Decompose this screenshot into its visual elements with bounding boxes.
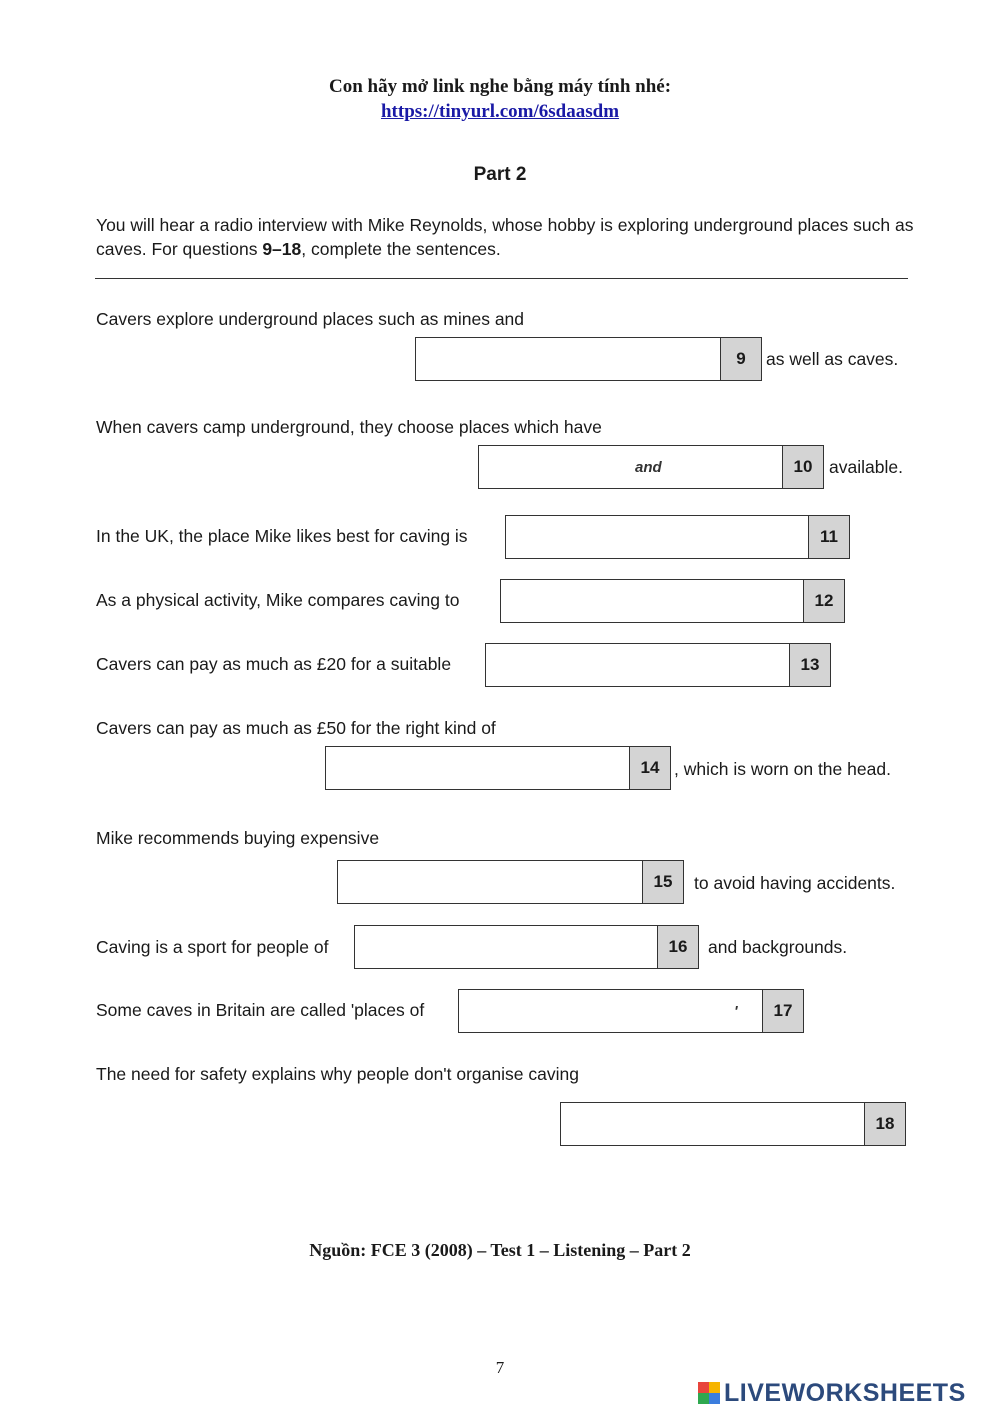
question-11-text: In the UK, the place Mike likes best for caving is [96, 526, 468, 546]
question-17-closing-quote: ' [734, 1003, 738, 1020]
answer-field-10[interactable] [479, 446, 781, 488]
question-12-text: As a physical activity, Mike compares caving to [96, 590, 460, 610]
page-number: 7 [495, 1358, 505, 1377]
question-16-number: 16 [657, 926, 698, 968]
question-10-connector: and [635, 459, 662, 476]
answer-field-13[interactable] [486, 644, 788, 686]
question-15-answer-box[interactable] [337, 860, 684, 904]
audio-link-row [0, 101, 1000, 123]
task-instructions [96, 213, 916, 261]
answer-field-9[interactable] [416, 338, 719, 380]
source-citation: Nguồn: FCE 3 (2008) – Test 1 – Listening – Part 2 [309, 1240, 691, 1260]
brand-name: LIVEWORKSHEETS [724, 1378, 966, 1407]
question-10-answer-box[interactable] [478, 445, 824, 489]
brand-watermark [698, 1378, 966, 1408]
answer-field-11[interactable] [506, 516, 807, 558]
liveworksheets-logo-icon [698, 1382, 720, 1404]
answer-field-15[interactable] [338, 861, 641, 903]
question-10-text: When cavers camp underground, they choose places which have [96, 417, 602, 437]
answer-field-16[interactable] [355, 926, 656, 968]
question-9-after: as well as caves. [766, 349, 899, 369]
question-range: 9–18 [262, 239, 302, 259]
question-17-number: 17 [762, 990, 803, 1032]
part-title: Part 2 [473, 164, 527, 185]
answer-field-12[interactable] [501, 580, 802, 622]
question-15-text: Mike recommends buying expensive [96, 828, 380, 848]
question-9-answer-box[interactable] [415, 337, 762, 381]
question-11-number: 11 [808, 516, 849, 558]
question-16-text: Caving is a sport for people of [96, 937, 329, 957]
question-14-text: Cavers can pay as much as £50 for the right kind of [96, 718, 496, 738]
question-13-number: 13 [789, 644, 830, 686]
question-17-text: Some caves in Britain are called 'places of [96, 1000, 425, 1020]
question-9-text: Cavers explore underground places such as mines and [96, 309, 525, 329]
question-13-text: Cavers can pay as much as £20 for a suitable [96, 654, 452, 674]
question-11-answer-box[interactable] [505, 515, 850, 559]
question-12-answer-box[interactable] [500, 579, 845, 623]
question-16-after: and backgrounds. [708, 937, 848, 957]
answer-field-14[interactable] [326, 747, 628, 789]
question-18-number: 18 [864, 1103, 905, 1145]
logo-square-4 [709, 1393, 720, 1404]
logo-square-3 [698, 1393, 709, 1404]
instructions-text-1: You will hear a radio interview with Mike Reynolds, whose hobby is exploring underground places such as caves. For questions [96, 215, 914, 259]
question-10-after: available. [829, 457, 903, 477]
audio-link[interactable]: https://tinyurl.com/6sdaasdm [380, 101, 620, 122]
question-14-number: 14 [629, 747, 670, 789]
question-17-answer-box[interactable] [458, 989, 804, 1033]
question-9-number: 9 [720, 338, 761, 380]
instructions-text-2: , complete the sentences. [301, 239, 501, 259]
answer-field-18[interactable] [561, 1103, 863, 1145]
question-14-answer-box[interactable] [325, 746, 671, 790]
question-10-number: 10 [782, 446, 823, 488]
question-14-after: , which is worn on the head. [674, 759, 891, 779]
question-13-answer-box[interactable] [485, 643, 831, 687]
question-18-text: The need for safety explains why people don't organise caving [96, 1064, 579, 1084]
logo-square-1 [698, 1382, 709, 1393]
question-15-after: to avoid having accidents. [694, 873, 896, 893]
question-15-number: 15 [642, 861, 683, 903]
question-16-answer-box[interactable] [354, 925, 699, 969]
answer-field-17[interactable] [459, 990, 761, 1032]
logo-square-2 [709, 1382, 720, 1393]
question-18-answer-box[interactable] [560, 1102, 906, 1146]
header-instruction: Con hãy mở link nghe bằng máy tính nhé: [328, 76, 672, 97]
divider [95, 278, 908, 279]
question-12-number: 12 [803, 580, 844, 622]
